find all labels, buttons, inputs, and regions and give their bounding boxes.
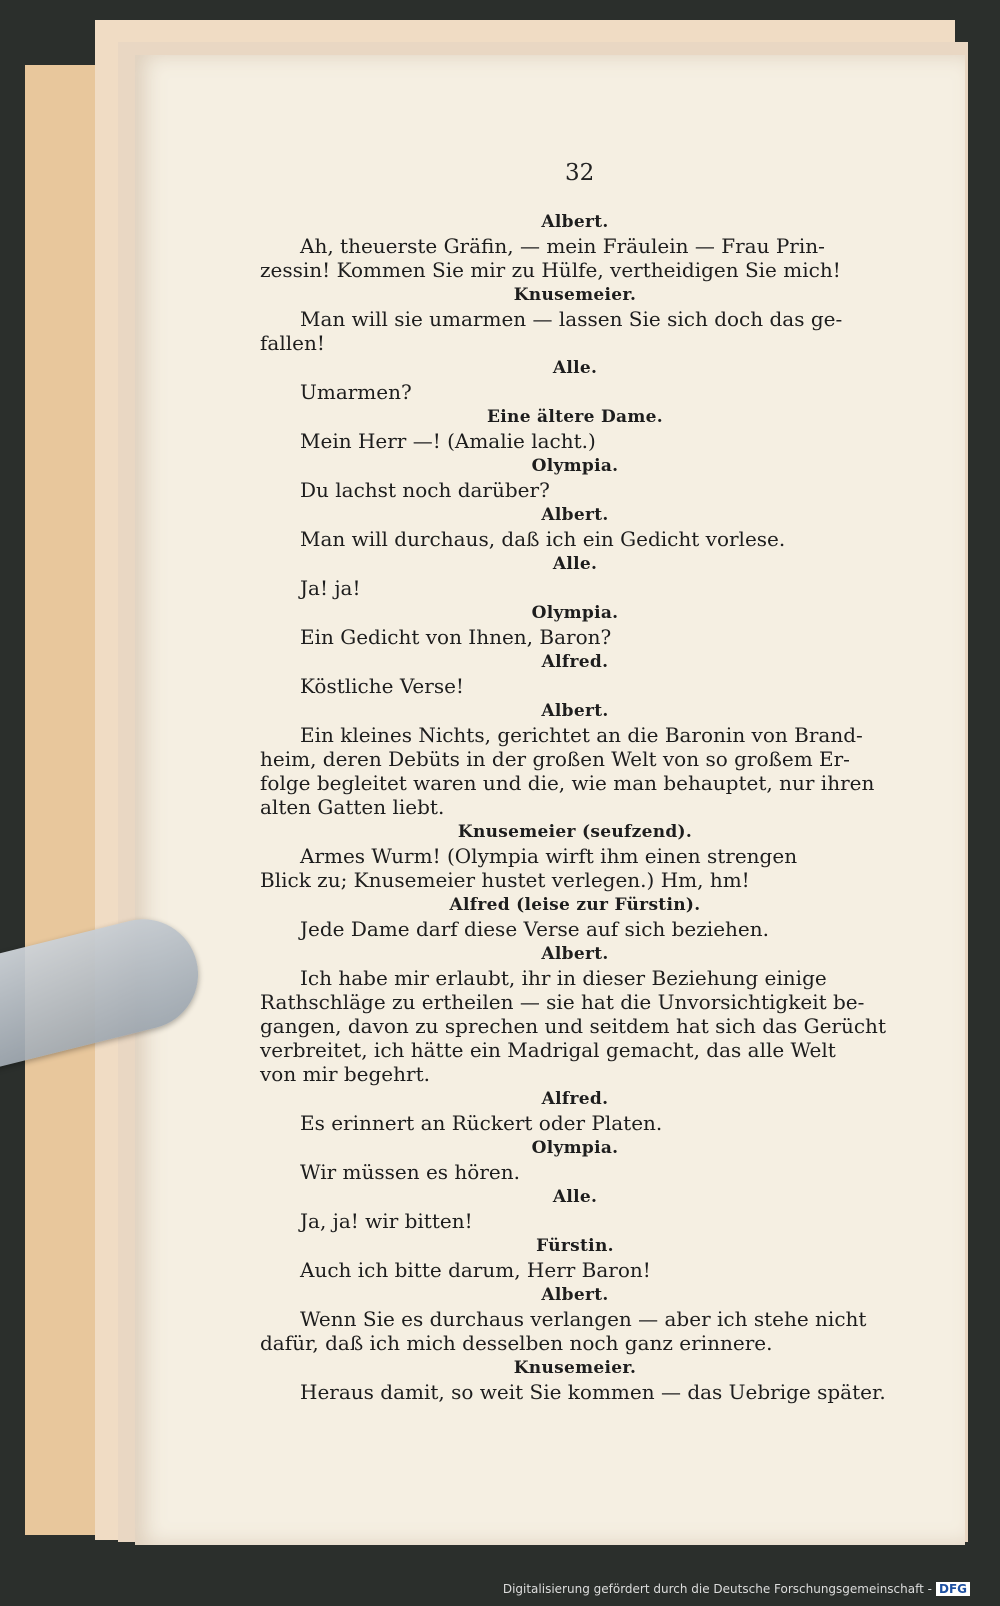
dialogue-block <box>260 1234 890 1282</box>
speech-text: fallen! <box>260 331 325 355</box>
speaker-name: Albert. <box>541 212 609 232</box>
speech-text: Ah, theuerste Gräfin, — mein Fräulein — Frau Prin- <box>300 234 825 258</box>
speech-text: Köstliche Verse! <box>300 674 464 698</box>
dialogue-block <box>260 552 890 600</box>
speech-text: Man will sie umarmen — lassen Sie sich doch das ge- <box>300 307 843 331</box>
speech-line <box>260 990 890 1014</box>
speech-text: zessin! Kommen Sie mir zu Hülfe, vertheidigen Sie mich! <box>260 258 841 282</box>
speaker-name: Olympia. <box>531 1138 619 1158</box>
speech-line <box>260 917 890 941</box>
dialogue-block <box>260 210 890 282</box>
speech-line <box>260 674 890 698</box>
page-text <box>260 210 890 1405</box>
speech-line <box>260 966 890 990</box>
speech-line <box>260 1038 890 1062</box>
speech-line <box>260 1111 890 1135</box>
page-number: 32 <box>565 160 595 186</box>
dialogue-block <box>260 893 890 941</box>
speech-line <box>260 723 890 747</box>
speech-line <box>260 1160 890 1184</box>
speech-line <box>260 795 890 819</box>
dialogue-block <box>260 942 890 1086</box>
speech-text: Du lachst noch darüber? <box>300 478 550 502</box>
speaker-name: Knusemeier (seufzend). <box>457 822 693 842</box>
dialogue-block <box>260 1283 890 1355</box>
dfg-logo: DFG <box>936 1582 970 1596</box>
dialogue-block <box>260 820 890 892</box>
speech-line <box>260 1258 890 1282</box>
speaker-name: Alfred (leise zur Fürstin). <box>449 895 701 915</box>
speech-line <box>260 307 890 331</box>
dialogue-block <box>260 699 890 819</box>
speech-line <box>260 1062 890 1086</box>
speech-text: alten Gatten liebt. <box>260 795 445 819</box>
speech-text: Rathschläge zu ertheilen — sie hat die Unvorsichtigkeit be- <box>260 990 865 1014</box>
speech-text: Jede Dame darf diese Verse auf sich beziehen. <box>300 917 769 941</box>
speech-line <box>260 234 890 258</box>
speech-line <box>260 429 890 453</box>
dialogue-block <box>260 356 890 404</box>
speech-text: folge begleitet waren und die, wie man behauptet, nur ihren <box>260 771 875 795</box>
dialogue-block <box>260 503 890 551</box>
dialogue-block <box>260 1356 890 1404</box>
speech-text: Es erinnert an Rückert oder Platen. <box>300 1111 663 1135</box>
speech-text: Ein kleines Nichts, gerichtet an die Baronin von Brand- <box>300 723 863 747</box>
speech-text: dafür, daß ich mich desselben noch ganz erinnere. <box>260 1331 773 1355</box>
dialogue-block <box>260 1087 890 1135</box>
speech-text: Heraus damit, so weit Sie kommen — das Uebrige später. <box>300 1380 886 1404</box>
speech-text: gangen, davon zu sprechen und seitdem hat sich das Gerücht <box>260 1014 886 1038</box>
speech-line <box>260 1014 890 1038</box>
speech-line <box>260 1209 890 1233</box>
footer-credit <box>503 1582 970 1596</box>
speaker-name: Alle. <box>552 554 598 574</box>
speech-line <box>260 1331 890 1355</box>
speech-text: Man will durchaus, daß ich ein Gedicht vorlese. <box>300 527 786 551</box>
speech-line <box>260 527 890 551</box>
speaker-name: Knusemeier. <box>513 285 637 305</box>
speech-line <box>260 747 890 771</box>
speaker-name: Albert. <box>541 701 609 721</box>
speech-text: Ein Gedicht von Ihnen, Baron? <box>300 625 612 649</box>
speech-text: Armes Wurm! (Olympia wirft ihm einen strengen <box>300 844 798 868</box>
speech-line <box>260 331 890 355</box>
speech-text: von mir begehrt. <box>260 1062 430 1086</box>
dialogue-block <box>260 1136 890 1184</box>
speaker-name: Albert. <box>541 944 609 964</box>
speaker-name: Alfred. <box>541 1089 609 1109</box>
speaker-name: Knusemeier. <box>513 1358 637 1378</box>
speaker-name: Alle. <box>552 358 598 378</box>
dialogue-block <box>260 454 890 502</box>
speech-text: Blick zu; Knusemeier hustet verlegen.) Hm, hm! <box>260 868 750 892</box>
speaker-name: Alfred. <box>541 652 609 672</box>
speech-text: heim, deren Debüts in der großen Welt von so großem Er- <box>260 747 850 771</box>
speech-text: Wir müssen es hören. <box>300 1160 520 1184</box>
speech-text: Umarmen? <box>300 380 412 404</box>
speaker-name: Alle. <box>552 1187 598 1207</box>
speech-line <box>260 625 890 649</box>
dialogue-block <box>260 1185 890 1233</box>
dialogue-block <box>260 283 890 355</box>
speaker-name: Olympia. <box>531 456 619 476</box>
speech-text: Wenn Sie es durchaus verlangen — aber ich stehe nicht <box>300 1307 867 1331</box>
speech-line <box>260 1307 890 1331</box>
dialogue-block <box>260 650 890 698</box>
speech-line <box>260 868 890 892</box>
speech-text: Mein Herr —! (Amalie lacht.) <box>300 429 596 453</box>
speech-line <box>260 844 890 868</box>
speaker-name: Albert. <box>541 1285 609 1305</box>
speaker-name: Olympia. <box>531 603 619 623</box>
speech-line <box>260 576 890 600</box>
footer-text: Digitalisierung gefördert durch die Deutsche Forschungsgemeinschaft - <box>502 1582 932 1596</box>
speech-text: verbreitet, ich hätte ein Madrigal gemacht, das alle Welt <box>260 1038 836 1062</box>
speech-text: Auch ich bitte darum, Herr Baron! <box>300 1258 651 1282</box>
speech-text: Ja! ja! <box>300 576 361 600</box>
speaker-name: Albert. <box>541 505 609 525</box>
dialogue-block <box>260 405 890 453</box>
speech-line <box>260 258 890 282</box>
speech-text: Ja, ja! wir bitten! <box>300 1209 473 1233</box>
speaker-name: Eine ältere Dame. <box>487 407 663 427</box>
speech-line <box>260 478 890 502</box>
speech-line <box>260 1380 890 1404</box>
dialogue-block <box>260 601 890 649</box>
speaker-name: Fürstin. <box>536 1236 614 1256</box>
speech-line <box>260 380 890 404</box>
speech-text: Ich habe mir erlaubt, ihr in dieser Beziehung einige <box>300 966 827 990</box>
speech-line <box>260 771 890 795</box>
